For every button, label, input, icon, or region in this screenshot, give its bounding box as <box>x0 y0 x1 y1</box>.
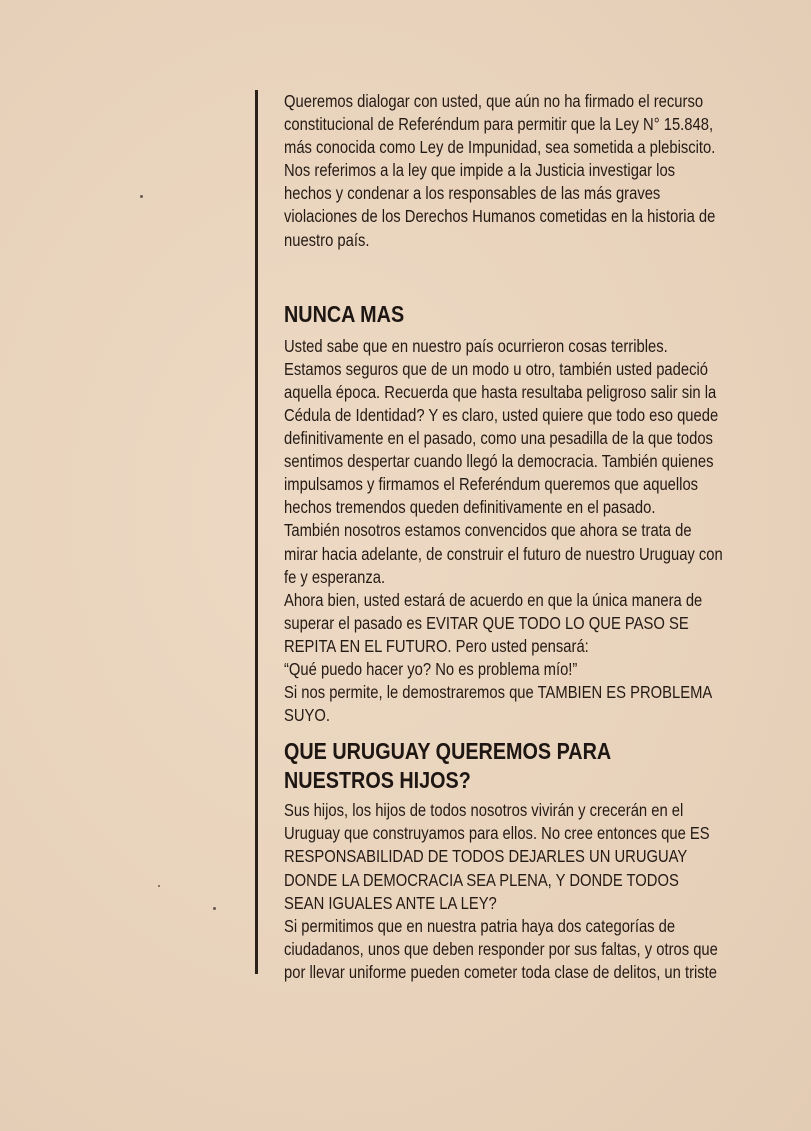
intro-line: hechos y condenar a los responsables de las más graves <box>284 183 661 204</box>
body-line: fe y esperanza. <box>284 566 386 587</box>
intro-line: más conocida como Ley de Impunidad, sea sometida a plebiscito. <box>284 137 716 158</box>
paper-speck <box>140 195 143 198</box>
heading-line: NUESTROS HIJOS? <box>284 767 471 794</box>
body-line: REPITA EN EL FUTURO. Pero usted pensará: <box>284 635 589 656</box>
body-line: superar el pasado es EVITAR QUE TODO LO QUE PASO SE <box>284 612 689 633</box>
body-line: Si nos permite, le demostraremos que TAMBIEN ES PROBLEMA <box>284 682 713 703</box>
body-line: Uruguay que construyamos para ellos. No cree entonces que ES <box>284 823 710 844</box>
body-line: SEAN IGUALES ANTE LA LEY? <box>284 892 497 913</box>
body-line: por llevar uniforme pueden cometer toda clase de delitos, un triste <box>284 961 718 982</box>
body-line: definitivamente en el pasado, como una pesadilla de la que todos <box>284 428 713 449</box>
section-heading-que-uruguay <box>284 737 774 795</box>
body-line: Cédula de Identidad? Y es claro, usted quiere que todo eso quede <box>284 404 719 425</box>
paper-speck <box>158 885 160 887</box>
intro-line: Nos referimos a la ley que impide a la Justicia investigar los <box>284 160 676 181</box>
section-nunca-mas-text <box>284 335 774 728</box>
intro-line: Queremos dialogar con usted, que aún no ha firmado el recurso <box>284 91 704 111</box>
body-line: aquella época. Recuerda que hasta resultaba peligroso salir sin la <box>284 381 717 402</box>
margin-rule <box>255 90 258 974</box>
body-line: SUYO. <box>284 705 330 726</box>
body-line: Ahora bien, usted estará de acuerdo en que la única manera de <box>284 589 703 610</box>
body-line: “Qué puedo hacer yo? No es problema mío!” <box>284 658 578 679</box>
body-line: Si permitimos que en nuestra patria haya dos categorías de <box>284 915 676 936</box>
body-line: sentimos despertar cuando llegó la democracia. También quienes <box>284 451 714 472</box>
body-line: hechos tremendos queden definitivamente en el pasado. <box>284 497 656 518</box>
body-line: Usted sabe que en nuestro país ocurrieron cosas terribles. <box>284 335 668 356</box>
section-heading-nunca-mas: NUNCA MAS <box>284 300 405 327</box>
body-line: Estamos seguros que de un modo u otro, también usted padeció <box>284 358 709 379</box>
body-line: RESPONSABILIDAD DE TODOS DEJARLES UN URUGUAY <box>284 846 688 867</box>
body-line: Sus hijos, los hijos de todos nosotros vivirán y crecerán en el <box>284 800 684 821</box>
intro-paragraph <box>284 90 774 252</box>
paper-speck <box>213 907 216 910</box>
heading-line: QUE URUGUAY QUEREMOS PARA <box>284 738 612 765</box>
intro-line: nuestro país. <box>284 229 370 250</box>
intro-line: violaciones de los Derechos Humanos cometidas en la historia de <box>284 206 716 227</box>
body-line: ciudadanos, unos que deben responder por sus faltas, y otros que <box>284 938 718 959</box>
body-line: impulsamos y firmamos el Referéndum queremos que aquellos <box>284 474 699 495</box>
body-line: También nosotros estamos convencidos que ahora se trata de <box>284 520 692 541</box>
intro-line: constitucional de Referéndum para permitir que la Ley N° 15.848, <box>284 114 714 135</box>
section-que-uruguay-text <box>284 799 774 984</box>
document-body <box>284 90 774 984</box>
body-line: mirar hacia adelante, de construir el futuro de nuestro Uruguay con <box>284 543 723 564</box>
body-line: DONDE LA DEMOCRACIA SEA PLENA, Y DONDE TODOS <box>284 869 679 890</box>
